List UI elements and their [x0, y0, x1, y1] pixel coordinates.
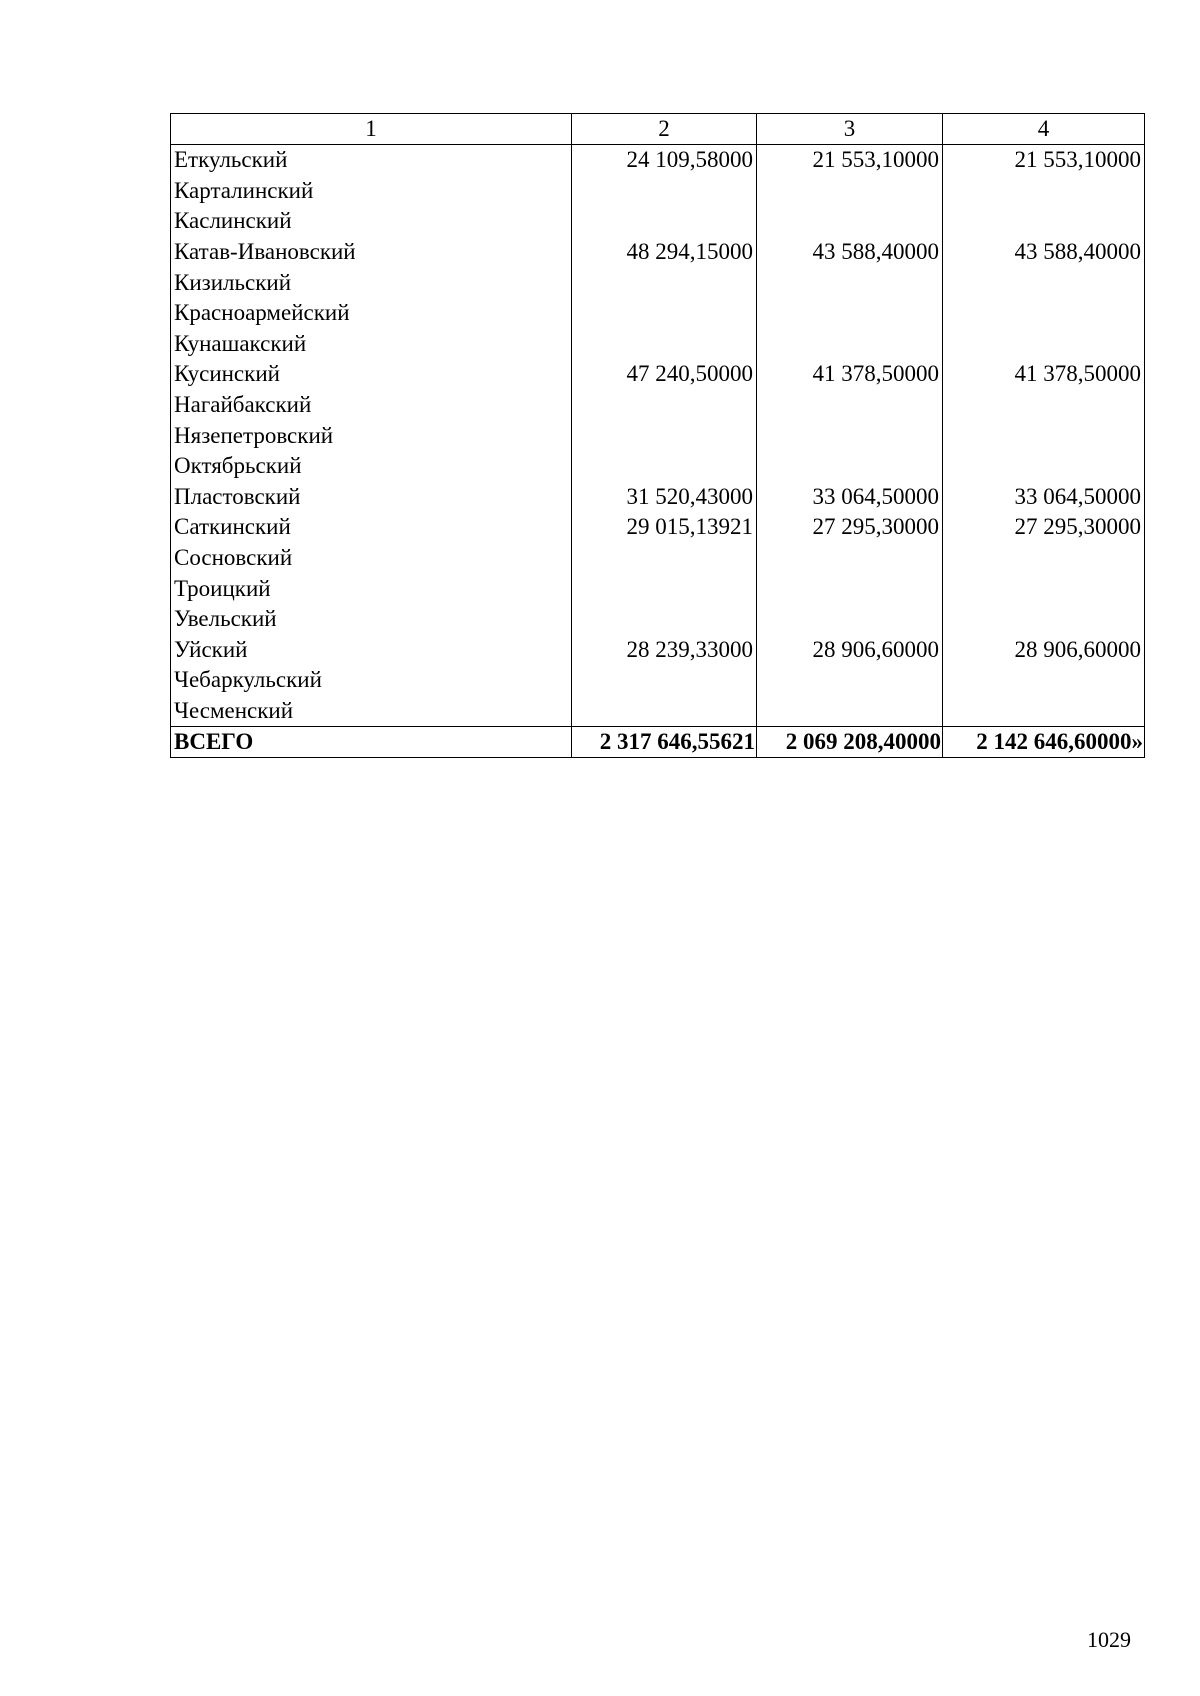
col-3-value: 41 378,50000: [757, 359, 943, 390]
district-name: Еткульский: [171, 145, 572, 176]
total-col-4: 2 142 646,60000»: [943, 727, 1145, 758]
district-name: Уйский: [171, 635, 572, 666]
col-3-value: [757, 206, 943, 237]
table-row: [171, 145, 1145, 176]
table-row: [171, 573, 1145, 604]
table-footer: [171, 727, 1145, 758]
district-name: Кизильский: [171, 267, 572, 298]
header-col-4: 4: [943, 114, 1145, 145]
table-row: [171, 206, 1145, 237]
district-name: Сосновский: [171, 543, 572, 574]
col-2-value: [572, 573, 757, 604]
table-row: [171, 482, 1145, 513]
table-row: [171, 390, 1145, 421]
col-4-value: [943, 604, 1145, 635]
table-row: [171, 604, 1145, 635]
district-name: Пластовский: [171, 482, 572, 513]
col-2-value: 47 240,50000: [572, 359, 757, 390]
col-4-value: [943, 665, 1145, 696]
table-row: [171, 635, 1145, 666]
table-row: [171, 512, 1145, 543]
col-2-value: 24 109,58000: [572, 145, 757, 176]
total-row: [171, 727, 1145, 758]
total-col-3: 2 069 208,40000: [757, 727, 943, 758]
table-row: [171, 298, 1145, 329]
col-4-value: 27 295,30000: [943, 512, 1145, 543]
district-name: Кусинский: [171, 359, 572, 390]
col-4-value: 21 553,10000: [943, 145, 1145, 176]
col-3-value: 21 553,10000: [757, 145, 943, 176]
col-2-value: 48 294,15000: [572, 237, 757, 268]
district-name: Увельский: [171, 604, 572, 635]
col-3-value: [757, 543, 943, 574]
col-4-value: [943, 696, 1145, 727]
district-name: Чесменский: [171, 696, 572, 727]
col-2-value: 28 239,33000: [572, 635, 757, 666]
table-row: [171, 176, 1145, 207]
table-row: [171, 696, 1145, 727]
district-name: Саткинский: [171, 512, 572, 543]
budget-table: [170, 113, 1145, 758]
district-name: Нязепетровский: [171, 420, 572, 451]
col-3-value: 28 906,60000: [757, 635, 943, 666]
header-col-1: 1: [171, 114, 572, 145]
col-2-value: [572, 298, 757, 329]
table-row: [171, 237, 1145, 268]
header-row: [171, 114, 1145, 145]
col-3-value: [757, 176, 943, 207]
col-3-value: [757, 604, 943, 635]
col-3-value: [757, 329, 943, 360]
col-3-value: [757, 390, 943, 421]
col-2-value: [572, 267, 757, 298]
col-4-value: 33 064,50000: [943, 482, 1145, 513]
col-2-value: [572, 665, 757, 696]
col-4-value: [943, 298, 1145, 329]
col-3-value: [757, 665, 943, 696]
table-body: [171, 145, 1145, 727]
col-3-value: 27 295,30000: [757, 512, 943, 543]
col-4-value: [943, 267, 1145, 298]
table-row: [171, 359, 1145, 390]
col-3-value: [757, 267, 943, 298]
district-name: Октябрьский: [171, 451, 572, 482]
table-row: [171, 329, 1145, 360]
col-4-value: 43 588,40000: [943, 237, 1145, 268]
district-name: Троицкий: [171, 573, 572, 604]
col-3-value: [757, 573, 943, 604]
district-name: Катав-Ивановский: [171, 237, 572, 268]
col-4-value: [943, 451, 1145, 482]
col-4-value: [943, 420, 1145, 451]
district-name: Кунашакский: [171, 329, 572, 360]
col-3-value: [757, 451, 943, 482]
table-row: [171, 451, 1145, 482]
col-4-value: 28 906,60000: [943, 635, 1145, 666]
col-2-value: [572, 420, 757, 451]
col-2-value: 29 015,13921: [572, 512, 757, 543]
col-3-value: [757, 420, 943, 451]
col-2-value: [572, 696, 757, 727]
col-2-value: [572, 604, 757, 635]
table-header: [171, 114, 1145, 145]
total-label: ВСЕГО: [171, 727, 572, 758]
table-row: [171, 420, 1145, 451]
col-4-value: [943, 206, 1145, 237]
district-name: Красноармейский: [171, 298, 572, 329]
col-4-value: [943, 176, 1145, 207]
col-4-value: [943, 390, 1145, 421]
col-2-value: [572, 390, 757, 421]
table-row: [171, 543, 1145, 574]
header-col-3: 3: [757, 114, 943, 145]
table-row: [171, 665, 1145, 696]
col-2-value: [572, 329, 757, 360]
col-2-value: [572, 176, 757, 207]
col-4-value: [943, 543, 1145, 574]
col-4-value: [943, 329, 1145, 360]
district-name: Чебаркульский: [171, 665, 572, 696]
col-4-value: 41 378,50000: [943, 359, 1145, 390]
col-3-value: [757, 696, 943, 727]
col-3-value: 33 064,50000: [757, 482, 943, 513]
col-2-value: [572, 451, 757, 482]
district-name: Нагайбакский: [171, 390, 572, 421]
col-2-value: 31 520,43000: [572, 482, 757, 513]
table-row: [171, 267, 1145, 298]
col-3-value: [757, 298, 943, 329]
district-name: Каслинский: [171, 206, 572, 237]
header-col-2: 2: [572, 114, 757, 145]
district-name: Карталинский: [171, 176, 572, 207]
total-col-2: 2 317 646,55621: [572, 727, 757, 758]
page-number: 1029: [1087, 1627, 1131, 1652]
col-3-value: 43 588,40000: [757, 237, 943, 268]
col-2-value: [572, 543, 757, 574]
col-2-value: [572, 206, 757, 237]
col-4-value: [943, 573, 1145, 604]
